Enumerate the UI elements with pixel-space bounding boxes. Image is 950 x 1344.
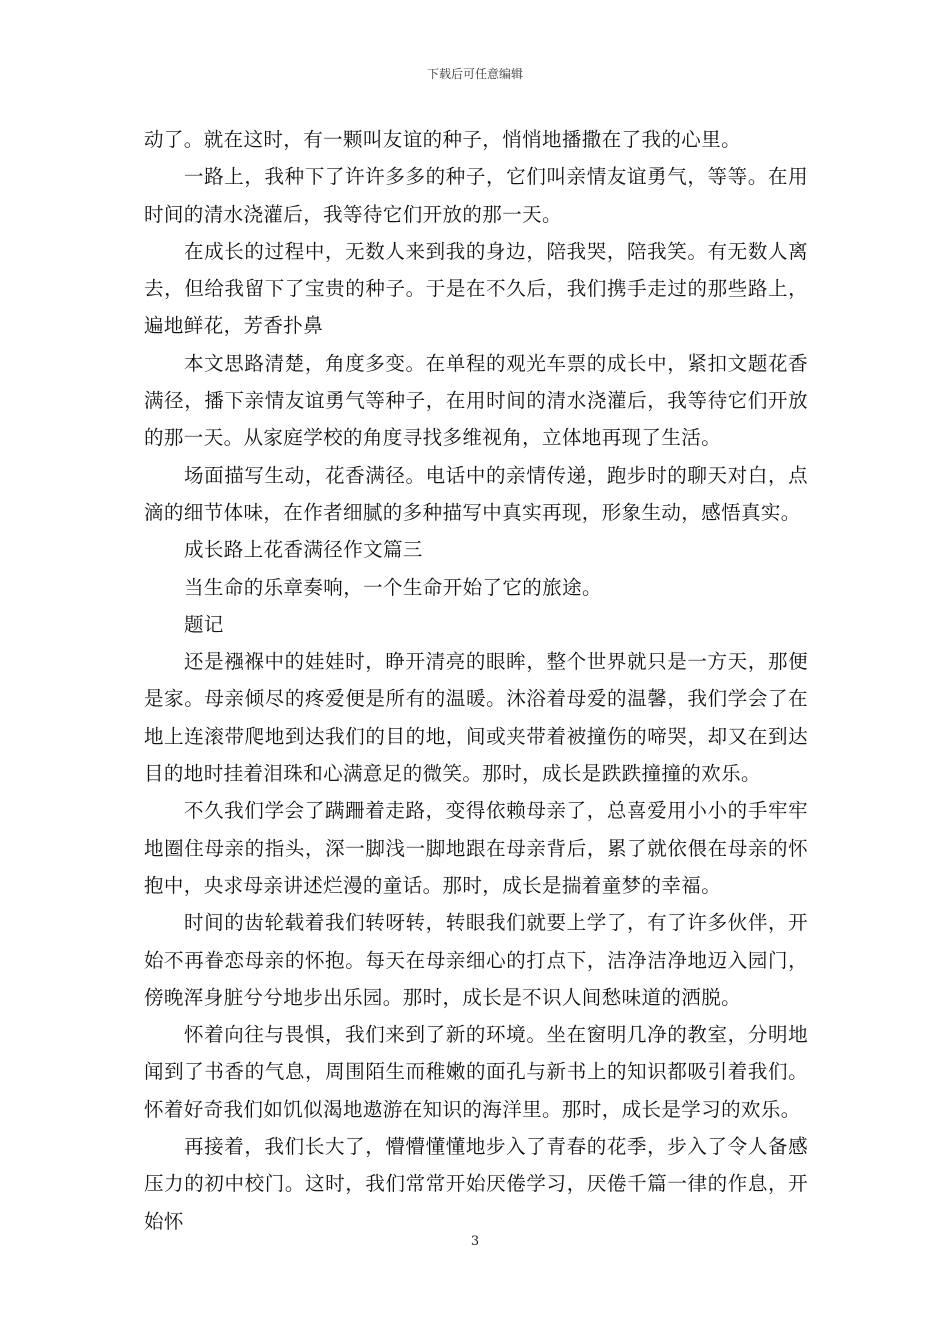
document-body (144, 121, 808, 1240)
epigraph-label: 题记 (184, 612, 224, 636)
paragraph: 本文思路清楚，角度多变。在单程的观光车票的成长中，紧扣文题花香满径，播下亲情友谊勇气等种子，在用时间的清水浇灌后，我等待它们开放的那一天。从家庭学校的角度寻找多维视角，立体地再现了生活。 (144, 351, 808, 450)
epigraph: 当生命的乐章奏响，一个生命开始了它的旅途。 (184, 575, 602, 599)
paragraph: 场面描写生动，花香满径。电话中的亲情传递，跑步时的聊天对白，点滴的细节体味，在作者细腻的多种描写中真实再现，形象生动，感悟真实。 (144, 463, 808, 524)
page-number: 3 (470, 1234, 480, 1249)
paragraph: 再接着，我们长大了，懵懵懂懂地步入了青春的花季，步入了令人备感压力的初中校门。这时，我们常常开始厌倦学习，厌倦千篇一律的作息，开始怀 (144, 1135, 808, 1233)
paragraph: 时间的齿轮载着我们转呀转，转眼我们就要上学了，有了许多伙伴，开始不再眷恋母亲的怀抱。每天在母亲细心的打点下，洁净洁净地迈入园门，傍晚浑身脏兮兮地步出乐园。那时，成长是不识人间愁味道的洒脱。 (144, 911, 808, 1009)
paragraph: 还是襁褓中的娃娃时，睁开清亮的眼眸，整个世界就只是一方天，那便是家。母亲倾尽的疼爱便是所有的温暖。沐浴着母爱的温馨，我们学会了在地上连滚带爬地到达我们的目的地，间或夹带着被撞伤的啼哭，却又在到达目的地时挂着泪珠和心满意足的微笑。那时，成长是跌跌撞撞的欢乐。 (144, 650, 808, 786)
paragraph: 怀着向往与畏惧，我们来到了新的环境。坐在窗明几净的教室，分明地闻到了书香的气息，周围陌生而稚嫩的面孔与新书上的知识都吸引着我们。怀着好奇我们如饥似渴地遨游在知识的海洋里。那时，成长是学习的欢乐。 (144, 1023, 808, 1121)
section-heading: 成长路上花香满径作文篇三 (184, 538, 423, 562)
paragraph: 不久我们学会了蹒跚着走路，变得依赖母亲了，总喜爱用小小的手牢牢地圈住母亲的指头，深一脚浅一脚地跟在母亲背后，累了就依偎在母亲的怀抱中，央求母亲讲述烂漫的童话。那时，成长是揣着童梦的幸福。 (144, 799, 808, 897)
page-header: 下载后可任意编辑 (426, 67, 523, 81)
paragraph: 一路上，我种下了许许多多的种子，它们叫亲情友谊勇气，等等。在用时间的清水浇灌后，我等待它们开放的那一天。 (144, 165, 808, 226)
paragraph: 在成长的过程中，无数人来到我的身边，陪我哭，陪我笑。有无数人离去，但给我留下了宝贵的种子。于是在不久后，我们携手走过的那些路上，遍地鲜花，芳香扑鼻 (144, 239, 808, 338)
paragraph: 动了。就在这时，有一颗叫友谊的种子，悄悄地播撒在了我的心里。 (144, 128, 742, 151)
